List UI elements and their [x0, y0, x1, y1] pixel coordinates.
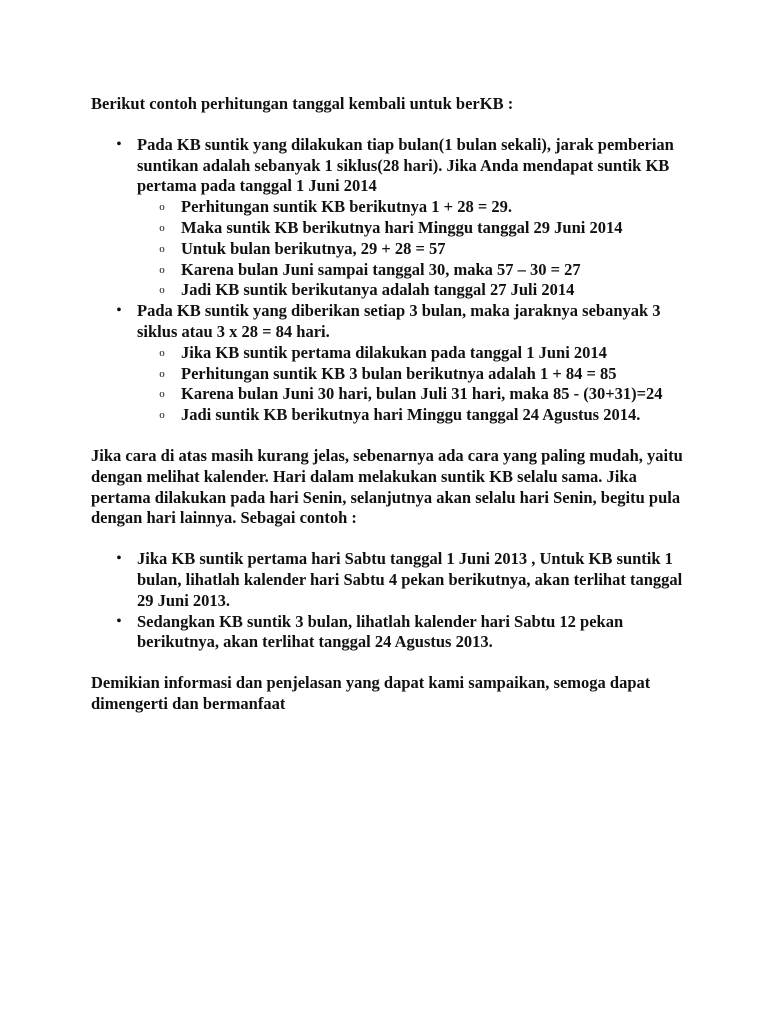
sub-list-item-text: Maka suntik KB berikutnya hari Minggu tanggal 29 Juni 2014 [181, 217, 623, 237]
sub-list-item [91, 197, 691, 218]
bullet-icon: • [116, 551, 122, 567]
sub-list-item [91, 343, 691, 364]
sub-list-item-text: Karena bulan Juni 30 hari, bulan Juli 31 hari, maka 85 - (30+31)=24 [181, 384, 663, 404]
sub-list-item-text: Karena bulan Juni sampai tanggal 30, maka 57 – 30 = 27 [181, 259, 581, 279]
bullet-icon: • [116, 136, 122, 152]
list-item [91, 135, 691, 301]
sub-list-item [91, 260, 691, 281]
intro-paragraph: Berikut contoh perhitungan tanggal kembali untuk berKB : [91, 94, 514, 113]
list-item-text: Pada KB suntik yang diberikan setiap 3 bulan, maka jaraknya sebanyak 3 siklus atau 3 x 28 = 84 hari. [137, 301, 661, 341]
sub-list [137, 343, 691, 426]
sub-list-item [91, 364, 691, 385]
sub-list-item [91, 405, 691, 426]
document-page [91, 94, 691, 715]
sub-list-item [91, 384, 691, 405]
sub-list-item-text: Perhitungan suntik KB berikutnya 1 + 28 = 29. [181, 197, 512, 217]
sub-list-item-text: Untuk bulan berikutnya, 29 + 28 = 57 [181, 238, 446, 258]
circle-bullet-icon: o [159, 263, 165, 276]
circle-bullet-icon: o [159, 409, 165, 422]
sub-list-item [91, 239, 691, 260]
sub-list-item [91, 218, 691, 239]
example-list [91, 135, 691, 426]
list-item-text: Jika KB suntik pertama hari Sabtu tanggal 1 Juni 2013 , Untuk KB suntik 1 bulan, lihatlah kalender hari Sabtu 4 pekan berikutnya, akan terlihat tanggal 29 Juni 2013. [137, 549, 683, 610]
sub-list-item-text: Perhitungan suntik KB 3 bulan berikutnya adalah 1 + 84 = 85 [181, 363, 617, 383]
circle-bullet-icon: o [159, 201, 165, 214]
sub-list-item-text: Jadi suntik KB berikutnya hari Minggu tanggal 24 Agustus 2014. [181, 405, 641, 425]
list-item-text: Sedangkan KB suntik 3 bulan, lihatlah kalender hari Sabtu 12 pekan berikutnya, akan terlihat tanggal 24 Agustus 2013. [137, 611, 624, 652]
circle-bullet-icon: o [159, 367, 165, 380]
list-item [91, 549, 691, 611]
circle-bullet-icon: o [159, 388, 165, 401]
bullet-icon: • [116, 303, 122, 319]
sub-list-item-text: Jika KB suntik pertama dilakukan pada tanggal 1 Juni 2014 [181, 342, 607, 362]
circle-bullet-icon: o [159, 242, 165, 255]
circle-bullet-icon: o [159, 221, 165, 234]
list-item [91, 612, 691, 654]
sub-list [137, 197, 691, 301]
explanation-paragraph: Jika cara di atas masih kurang jelas, sebenarnya ada cara yang paling mudah, yaitu dengan melihat kalender. Hari dalam melakukan suntik KB selalu sama. Jika pertama dilakukan pada hari Senin, selanjutnya akan selalu hari Senin, begitu pula dengan hari lainnya. Sebagai contoh : [91, 445, 683, 528]
circle-bullet-icon: o [159, 346, 165, 359]
sub-list-item [91, 280, 691, 301]
bullet-icon: • [116, 613, 122, 629]
sub-list-item-text: Jadi KB suntik berikutanya adalah tanggal 27 Juli 2014 [181, 280, 575, 300]
circle-bullet-icon: o [159, 284, 165, 297]
closing-paragraph: Demikian informasi dan penjelasan yang dapat kami sampaikan, semoga dapat dimengerti dan bermanfaat [91, 673, 651, 713]
list-item [91, 301, 691, 426]
list-item-text: Pada KB suntik yang dilakukan tiap bulan(1 bulan sekali), jarak pemberian suntikan adalah sebanyak 1 siklus(28 hari). Jika Anda mendapat suntik KB pertama pada tanggal 1 Juni 2014 [137, 134, 674, 196]
calendar-example-list [91, 549, 691, 653]
